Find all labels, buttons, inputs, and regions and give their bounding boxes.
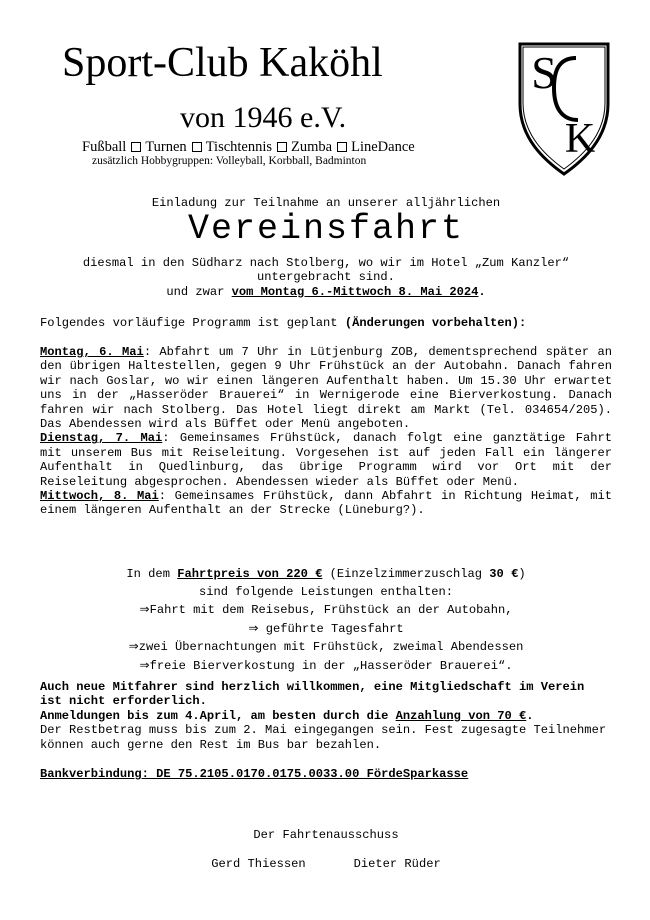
sport-item: Turnen (145, 139, 187, 155)
program-intro (40, 316, 612, 330)
hobby-groups: zusätzlich Hobbygruppen: Volleyball, Korbball, Badminton (92, 155, 367, 167)
single-room-surcharge: 30 € (489, 567, 519, 581)
price-prefix: In dem (126, 567, 178, 581)
deposit-amount: Anzahlung von 70 € (395, 708, 527, 723)
included-item-text: freie Bierverkostung in der „Hasseröder Brauerei“. (149, 658, 513, 673)
included-intro: sind folgende Leistungen enthalten: (198, 584, 453, 599)
day-description: : Gemeinsames Frühstück, dann Abfahrt in Richtung Heimat, mit einem längeren Aufenthalt an der Strecke (Lüneburg?). (40, 489, 612, 518)
trip-subtitle (40, 256, 612, 299)
closing-notes (40, 680, 612, 752)
price-line (40, 566, 612, 584)
included-item-text: geführte Tagesfahrt (258, 621, 404, 636)
included-item (40, 657, 612, 676)
registration-text: Anmeldungen bis zum 4.April, am besten durch die (40, 708, 396, 723)
included-item (40, 638, 612, 657)
registration-note (40, 709, 612, 723)
price-section (40, 566, 612, 676)
included-item (40, 601, 612, 620)
signer-name: Dieter Rüder (353, 857, 441, 871)
double-arrow-icon: ⇒ (139, 657, 150, 672)
checkbox-square-icon (192, 142, 202, 152)
included-item-text: Fahrt mit dem Reisebus, Frühstück an der Autobahn, (149, 603, 513, 618)
single-room-suffix: ) (518, 567, 526, 581)
checkbox-square-icon (337, 142, 347, 152)
double-arrow-icon: ⇒ (139, 602, 150, 617)
trip-title: Vereinsfahrt (187, 209, 465, 249)
welcome-note: Auch neue Mitfahrer sind herzlich willkommen, eine Mitgliedschaft im Verein ist nicht erforderlich. (40, 680, 585, 709)
sport-item: Fußball (82, 139, 127, 155)
club-founding-year: von 1946 e.V. (180, 101, 347, 134)
remainder-note: Der Restbetrag muss bis zum 2. Mai eingegangen sein. Fest zugesagte Teilnehmer können auch gerne den Rest im Bus bar bezahlen. (40, 723, 607, 752)
program-day (40, 489, 612, 518)
checkbox-square-icon (131, 142, 141, 152)
dates-suffix: . (478, 284, 486, 299)
double-arrow-icon: ⇒ (128, 639, 139, 654)
sport-item: Zumba (291, 139, 333, 155)
double-arrow-icon: ⇒ (248, 620, 259, 635)
program-disclaimer: (Änderungen vorbehalten): (344, 316, 527, 330)
program-day (40, 345, 612, 431)
dates-prefix: und zwar (166, 284, 232, 299)
day-heading: Montag, 6. Mai (40, 345, 144, 359)
day-description: : Gemeinsames Frühstück, danach folgt eine ganztätige Fahrt mit unserem Bus mit Reiseleitung. Vorgesehen ist auf jeden Fall ein längerer Aufenthalt in Quedlinburg, das übrige Programm wird vor Ort mit der Reiseleitung abgesprochen. Abendessen wieder als Büffet oder Menü. (40, 431, 612, 489)
invitation-intro: Einladung zur Teilnahme an unserer alljährlichen (151, 196, 501, 210)
program-intro-text: Folgendes vorläufige Programm ist geplant (40, 316, 345, 330)
trip-dates: vom Montag 6.-Mittwoch 8. Mai 2024 (231, 284, 479, 299)
club-name: Sport-Club Kaköhl (62, 40, 383, 86)
club-shield-logo (514, 38, 614, 178)
destination-text: diesmal in den Südharz nach Stolberg, wo wir im Hotel „Zum Kanzler“ untergebracht sind. (82, 256, 570, 285)
checkbox-square-icon (277, 142, 287, 152)
included-item (40, 620, 612, 639)
bank-details: Bankverbindung: DE 75.2105.0170.0175.0033.00 FördeSparkasse (40, 767, 469, 781)
sports-list (82, 140, 415, 155)
program-day (40, 431, 612, 489)
signer-name: Gerd Thiessen (211, 857, 306, 871)
trip-price: Fahrtpreis von 220 € (177, 567, 323, 581)
included-item-text: zwei Übernachtungen mit Frühstück, zweimal Abendessen (138, 640, 524, 655)
svg-text:K: K (564, 116, 596, 162)
sport-item: Tischtennis (205, 139, 273, 155)
program-days (40, 345, 612, 518)
single-room-prefix: (Einzelzimmerzuschlag (322, 567, 490, 581)
day-heading: Dienstag, 7. Mai (40, 431, 163, 446)
svg-text:S: S (531, 47, 557, 98)
day-description: : Abfahrt um 7 Uhr in Lütjenburg ZOB, dementsprechend später an den übrigen Haltestellen, gegen 9 Uhr Frühstück an der Autobahn. Danach fahren wir nach Goslar, wo wir einen längeren Aufenthalt haben. Um 15.30 Uhr erwartet uns in der „Hasseröder Brauerei“ in Wernigerode eine Bierverkostung. Danach fahren wir nach Stolberg. Das Hotel liegt direkt am Markt (Tel. 034654/205). Das Abendessen wird als Büffet oder Menü angeboten. (40, 345, 613, 432)
committee-name: Der Fahrtenausschuss (253, 828, 399, 842)
sport-item: LineDance (351, 139, 415, 155)
registration-suffix: . (526, 708, 534, 723)
day-heading: Mittwoch, 8. Mai (40, 489, 159, 504)
signers (40, 857, 612, 871)
